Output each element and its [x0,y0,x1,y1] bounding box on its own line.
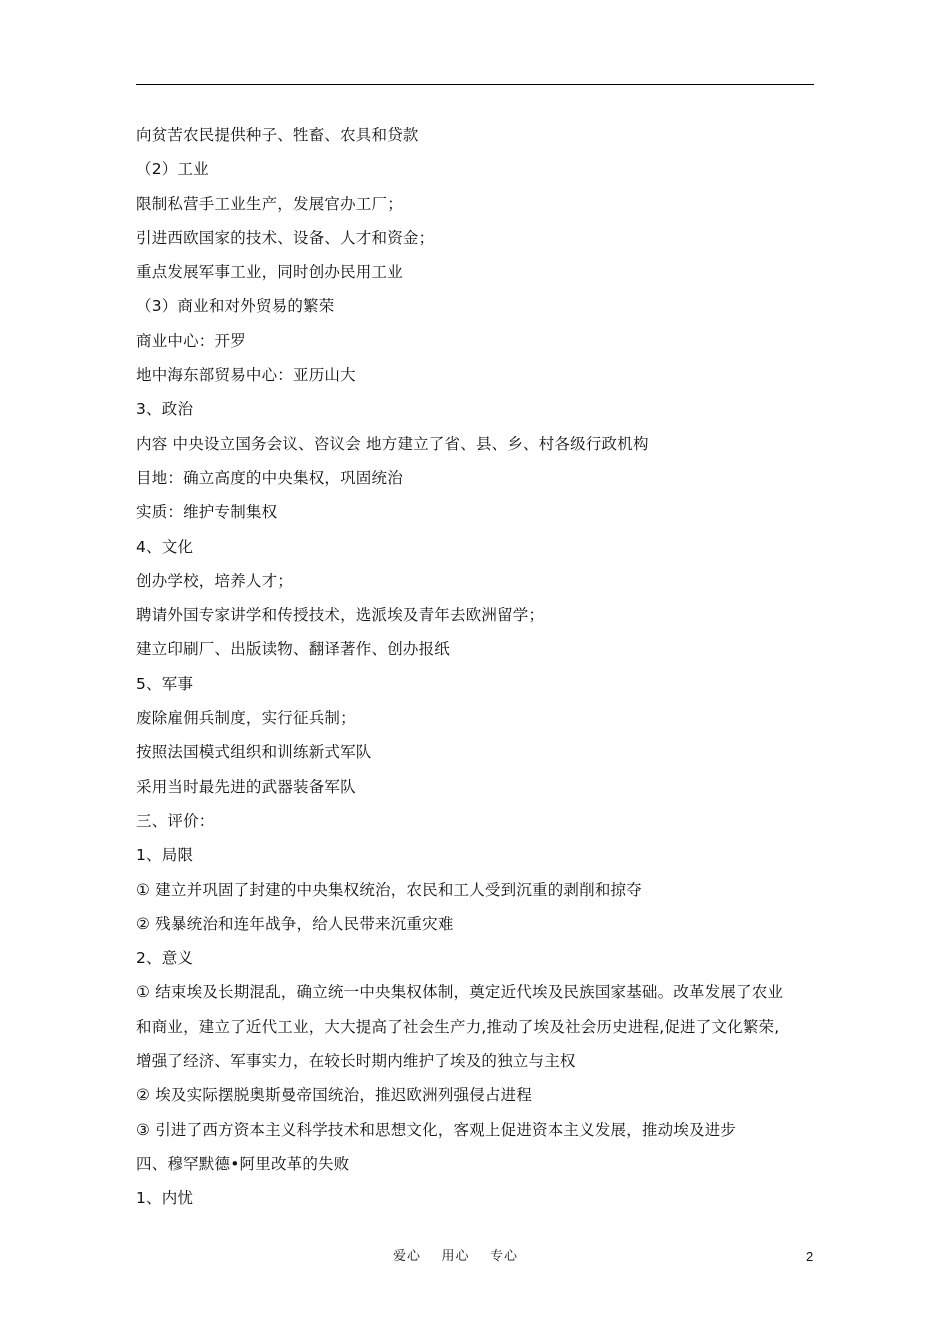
section-heading: 4、文化 [136,537,194,556]
text-line: 聘请外国专家讲学和传授技术，选派埃及青年去欧洲留学； [136,606,545,625]
text-line: ① 建立并巩固了封建的中央集权统治，农民和工人受到沉重的剥削和掠夺 [136,880,642,899]
text-line: 内容 中央设立国务会议、咨议会 地方建立了省、县、乡、村各级行政机构 [136,434,649,453]
text-line: 向贫苦农民提供种子、牲畜、农具和贷款 [136,126,419,144]
section-heading: （2）工业 [136,160,209,179]
section-heading: 四、穆罕默德•阿里改革的失败 [136,1154,350,1173]
section-heading: （3）商业和对外贸易的繁荣 [136,297,335,316]
text-line: 限制私营手工业生产，发展官办工厂； [136,194,403,213]
text-line: 地中海东部贸易中心：亚历山大 [136,366,356,385]
text-line: ② 埃及实际摆脱奥斯曼帝国统治，推迟欧洲列强侵占进程 [136,1086,533,1105]
section-heading: 5、军事 [136,674,194,693]
text-line: ① 结束埃及长期混乱，确立统一中央集权体制，奠定近代埃及民族国家基础。改革发展了农业 [136,983,784,1002]
text-line: 采用当时最先进的武器装备军队 [136,777,356,796]
section-heading: 2、意义 [136,949,194,968]
text-line: 废除雇佣兵制度，实行征兵制； [136,709,356,728]
text-line: 实质：维护专制集权 [136,503,278,522]
text-line: ② 残暴统治和连年战争，给人民带来沉重灾难 [136,914,454,933]
text-line: 重点发展军事工业，同时创办民用工业 [136,263,403,282]
text-line: 引进西欧国家的技术、设备、人才和资金； [136,228,435,247]
document-body [136,118,826,1216]
text-line: 目地：确立高度的中央集权，巩固统治 [136,468,403,487]
text-line: 创办学校，培养人才； [136,571,294,590]
footer-motto: 爱心 用心 专心 [393,1249,519,1264]
section-heading: 1、局限 [136,846,194,865]
text-line: 商业中心：开罗 [136,331,246,350]
text-line: ③ 引进了西方资本主义科学技术和思想文化，客观上促进资本主义发展，推动埃及进步 [136,1120,737,1139]
text-line: 增强了经济、军事实力，在较长时期内维护了埃及的独立与主权 [136,1052,576,1071]
header-rule [136,84,814,85]
text-line: 建立印刷厂、出版读物、翻译著作、创办报纸 [136,640,451,659]
page-footer [0,1247,950,1267]
text-line: 和商业，建立了近代工业，大大提高了社会生产力,推动了埃及社会历史进程,促进了文化繁荣, [136,1017,780,1036]
section-heading: 三、评价： [136,811,215,830]
section-heading: 1、内忧 [136,1189,194,1208]
text-line: 按照法国模式组织和训练新式军队 [136,743,372,762]
section-heading: 3、政治 [136,400,194,419]
page-number: 2 [806,1249,814,1264]
